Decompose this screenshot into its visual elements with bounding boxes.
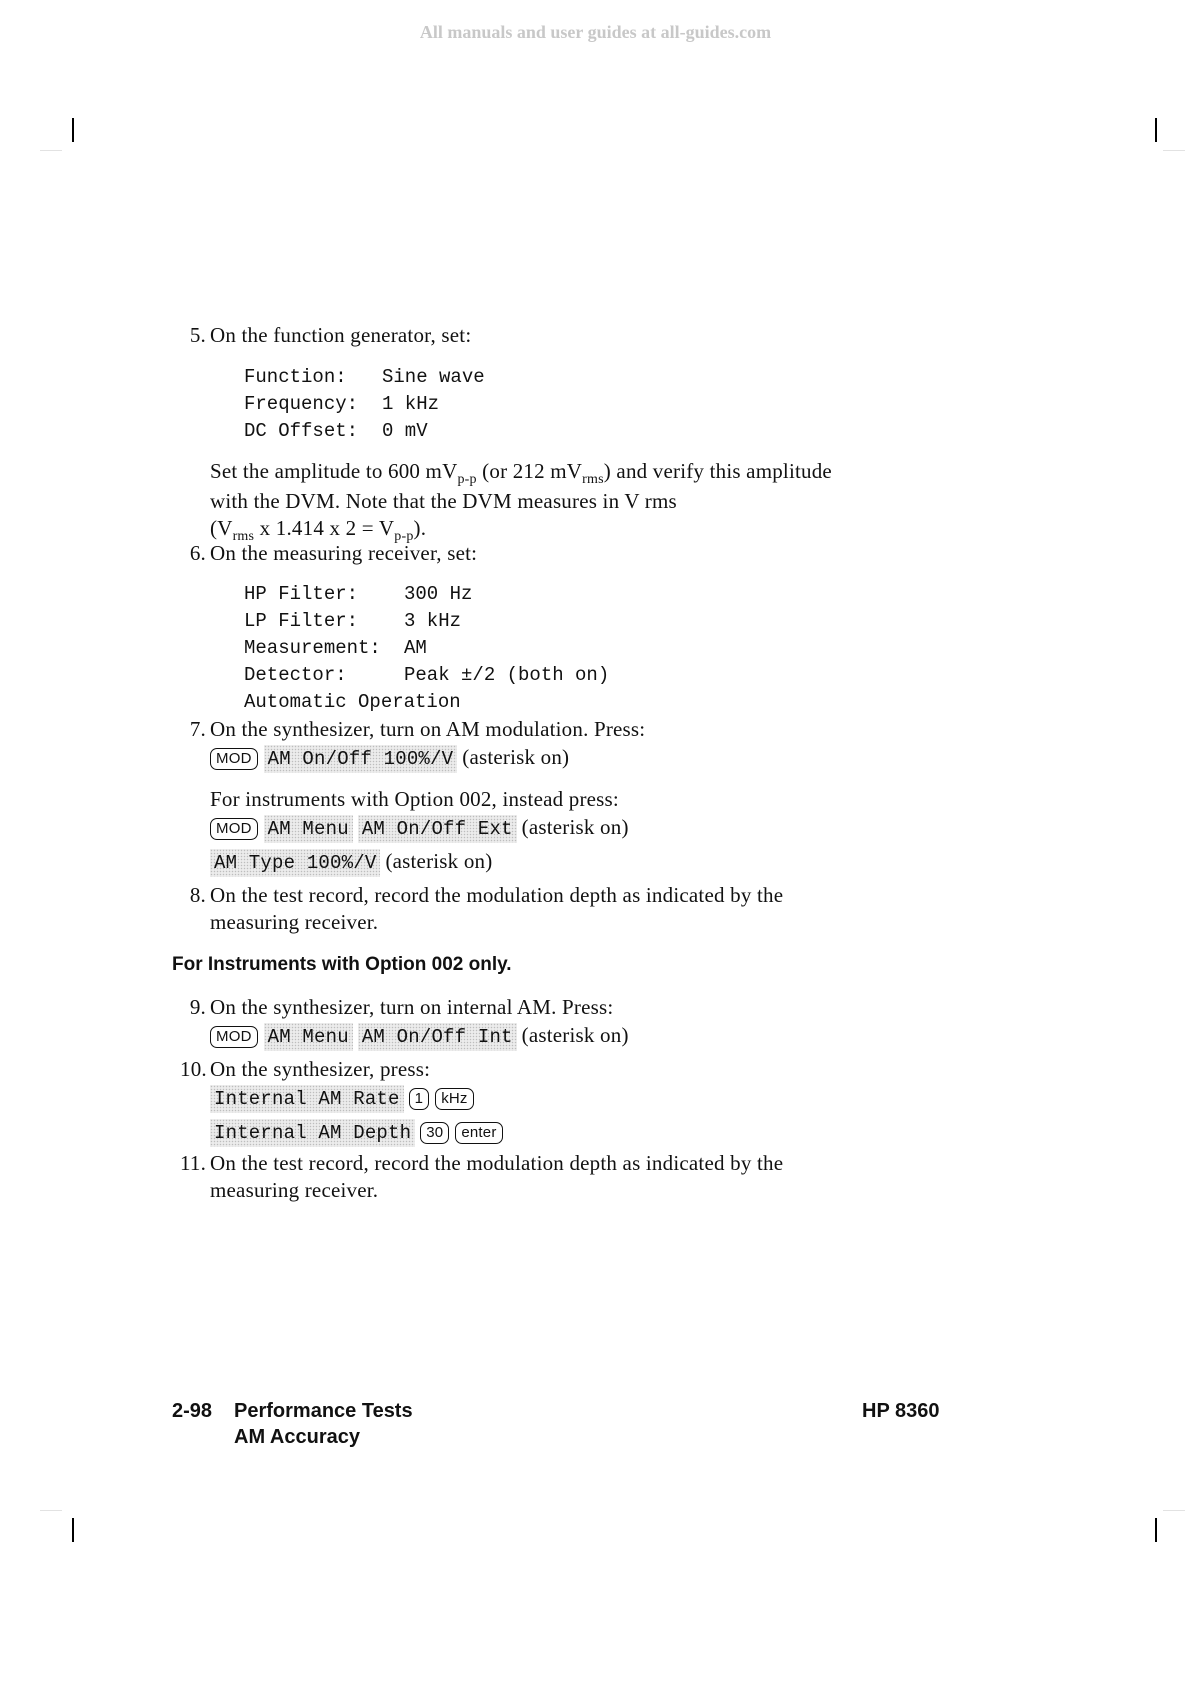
step-text: On the synthesizer, press: [210,1057,431,1081]
step-number: 10. [180,1057,207,1081]
crop-mark [1155,118,1157,142]
measuring-receiver-settings [244,581,844,716]
setting-value: AM [404,637,427,659]
crop-mark [72,1518,74,1542]
footer-subsection: AM Accuracy [234,1426,360,1448]
asterisk-note: (asterisk on) [385,849,493,873]
crop-mark [40,1510,62,1511]
amplitude-line-1: Set the amplitude to 600 $mV_{p-p}$ (or 212 $mV_{rms}$) and verify this amplitude [210,459,832,487]
asterisk-note: (asterisk on) [521,1023,629,1047]
setting-label: Measurement: [244,637,381,659]
am-menu-softkey[interactable]: AM Menu [264,1023,353,1051]
option-002-heading: For Instruments with Option 002 only. [172,954,512,975]
setting-value: Sine wave [382,366,485,388]
amplitude-line-2: with the DVM. Note that the DVM measures in V rms [210,489,677,513]
step-7-option-keys [210,814,970,843]
khz-hardkey[interactable]: kHz [435,1088,473,1110]
step-number: 11. [180,1151,207,1175]
setting-row [244,581,844,608]
footer-section: Performance Tests [234,1400,413,1422]
step-text: On the test record, record the modulation depth as indicated by the [210,1151,784,1175]
step-7-keys [210,744,970,773]
internal-am-rate-softkey[interactable]: Internal AM Rate [210,1085,404,1113]
footer-product: HP 8360 [862,1400,940,1422]
internal-am-depth-softkey[interactable]: Internal AM Depth [210,1119,415,1147]
function-generator-settings [244,364,844,445]
setting-row [244,391,844,418]
setting-row [244,608,844,635]
setting-label: Frequency: [244,393,359,415]
step-text: On the synthesizer, turn on internal AM. Press: [210,995,614,1019]
am-onoff-100-softkey[interactable]: AM On/Off 100%/V [264,745,458,773]
step-10-rate-keys [210,1084,970,1113]
crop-mark [1163,150,1185,151]
setting-row [244,418,844,445]
amplitude-paragraph [210,458,970,545]
footer-page-number: 2-98 [172,1400,213,1422]
watermark: All manuals and user guides at all-guides.com [419,22,772,42]
step-text: measuring receiver. [210,910,379,934]
step-text: On the measuring receiver, set: [210,541,478,565]
step-number: 8. [189,883,206,907]
step-number: 7. [189,717,206,741]
enter-hardkey[interactable]: enter [455,1122,502,1144]
setting-value: 0 mV [382,420,428,442]
step-text: measuring receiver. [210,1178,379,1202]
crop-mark [1163,1510,1185,1511]
setting-row [244,662,844,689]
asterisk-note: (asterisk on) [462,745,570,769]
amplitude-line-3: ($V_{rms}$ x 1.414 x $2 = V_{p-p}$). [210,516,427,544]
setting-label: Detector: [244,664,347,686]
setting-label: LP Filter: [244,610,359,632]
mod-hardkey[interactable]: MOD [210,748,258,770]
option-002-text: For instruments with Option 002, instead press: [210,787,619,811]
step-7-type-keys [210,848,970,877]
step-10-depth-keys [210,1118,970,1147]
step-9-keys [210,1022,970,1051]
setting-row [244,689,844,716]
am-onoff-ext-softkey[interactable]: AM On/Off Ext [358,815,517,843]
setting-row [244,635,844,662]
crop-mark [72,118,74,142]
crop-mark [1155,1518,1157,1542]
setting-value: 300 Hz [404,583,473,605]
step-text: On the synthesizer, turn on AM modulation. Press: [210,717,646,741]
step-text: On the function generator, set: [210,323,472,347]
setting-label: HP Filter: [244,583,359,605]
automatic-operation: Automatic Operation [244,691,461,713]
setting-value: 3 kHz [404,610,462,632]
am-menu-softkey[interactable]: AM Menu [264,815,353,843]
asterisk-note: (asterisk on) [521,815,629,839]
digits-30-hardkey[interactable]: 30 [420,1122,449,1144]
am-type-softkey[interactable]: AM Type 100%/V [210,849,380,877]
setting-value: Peak ±/2 (both on) [404,664,610,686]
step-number: 5. [189,323,206,347]
digit-1-hardkey[interactable]: 1 [409,1088,430,1110]
setting-value: 1 kHz [382,393,440,415]
mod-hardkey[interactable]: MOD [210,818,258,840]
setting-row [244,364,844,391]
step-text: On the test record, record the modulation depth as indicated by the [210,883,784,907]
mod-hardkey[interactable]: MOD [210,1026,258,1048]
step-number: 6. [189,541,206,565]
crop-mark [40,150,62,151]
setting-label: Function: [244,366,347,388]
step-number: 9. [189,995,206,1019]
am-onoff-int-softkey[interactable]: AM On/Off Int [358,1023,517,1051]
setting-label: DC Offset: [244,420,359,442]
